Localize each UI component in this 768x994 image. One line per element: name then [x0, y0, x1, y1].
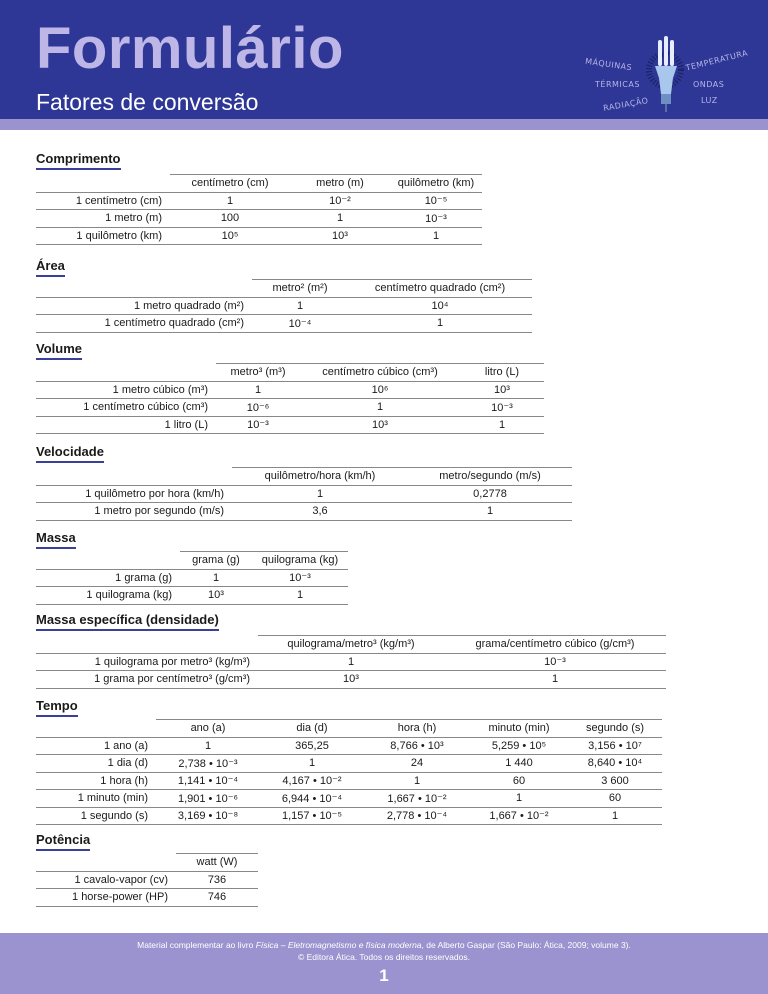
cell: 6,944 • 10⁻⁴	[260, 790, 364, 808]
column-header: centímetro quadrado (cm²)	[348, 280, 532, 298]
section-potencia	[36, 831, 90, 851]
cell: 1	[258, 653, 444, 671]
column-header: ano (a)	[156, 720, 260, 738]
cell: 1	[290, 210, 390, 228]
table-row	[36, 399, 544, 417]
cell: 10³	[300, 416, 460, 434]
cell: 1,901 • 10⁻⁶	[156, 790, 260, 808]
table-massa	[36, 551, 348, 605]
section-massa	[36, 529, 76, 549]
table-potencia	[36, 853, 258, 907]
cell: 10³	[258, 671, 444, 689]
row-label: 1 hora (h)	[36, 772, 156, 790]
column-header: hora (h)	[364, 720, 470, 738]
table-row	[36, 889, 258, 907]
cell: 10⁻³	[460, 399, 544, 417]
logo-label: TEMPERATURA	[684, 48, 749, 73]
row-label: 1 ano (a)	[36, 737, 156, 755]
table-row	[36, 790, 662, 808]
cell: 1	[216, 381, 300, 399]
table-row	[36, 871, 258, 889]
cell: 1	[460, 416, 544, 434]
section-area	[36, 257, 65, 277]
cell: 1,157 • 10⁻⁵	[260, 807, 364, 825]
column-header: centímetro (cm)	[170, 175, 290, 193]
cell: 1	[300, 399, 460, 417]
cell: 1	[232, 485, 408, 503]
row-label: 1 segundo (s)	[36, 807, 156, 825]
table-row	[36, 755, 662, 773]
page-number: 1	[379, 966, 389, 985]
cell: 10⁵	[170, 227, 290, 245]
cell: 746	[176, 889, 258, 907]
footer-credit-suffix: , de Alberto Gaspar (São Paulo: Ática, 2009; volume 3).	[421, 940, 631, 950]
cell: 1	[348, 315, 532, 333]
table-row	[36, 807, 662, 825]
section-tempo	[36, 697, 78, 717]
logo-label: TÉRMICAS	[595, 80, 640, 89]
cell: 10⁻³	[216, 416, 300, 434]
cell: 8,640 • 10⁴	[568, 755, 662, 773]
column-header: litro (L)	[460, 364, 544, 382]
table-comprimento	[36, 174, 482, 245]
row-label: 1 litro (L)	[36, 416, 216, 434]
row-label: 1 grama por centímetro³ (g/cm³)	[36, 671, 258, 689]
section-title: Massa específica (densidade)	[36, 612, 219, 631]
row-label: 1 metro (m)	[36, 210, 170, 228]
section-title: Comprimento	[36, 151, 121, 170]
row-label: 1 quilômetro por hora (km/h)	[36, 485, 232, 503]
column-header: segundo (s)	[568, 720, 662, 738]
cell: 1	[252, 297, 348, 315]
cell: 10⁻³	[444, 653, 666, 671]
column-header: watt (W)	[176, 854, 258, 872]
column-header: quilograma (kg)	[252, 552, 348, 570]
cell: 1,141 • 10⁻⁴	[156, 772, 260, 790]
cell: 1	[180, 569, 252, 587]
cell: 10³	[180, 587, 252, 605]
cell: 3,6	[232, 503, 408, 521]
table-row	[36, 653, 666, 671]
table-row	[36, 671, 666, 689]
cell: 1	[408, 503, 572, 521]
table-row	[36, 210, 482, 228]
table-tempo	[36, 719, 662, 825]
page-subtitle: Fatores de conversão	[36, 89, 259, 115]
row-label: 1 dia (d)	[36, 755, 156, 773]
cell: 10⁶	[300, 381, 460, 399]
column-header: dia (d)	[260, 720, 364, 738]
table-row	[36, 227, 482, 245]
cell: 1	[260, 755, 364, 773]
cell: 1	[364, 772, 470, 790]
cell: 1	[156, 737, 260, 755]
cell: 1	[568, 807, 662, 825]
light-bulb-icon	[645, 34, 689, 114]
cell: 736	[176, 871, 258, 889]
header-stripe	[0, 119, 768, 130]
table-row	[36, 587, 348, 605]
row-label: 1 quilograma (kg)	[36, 587, 180, 605]
cell: 100	[170, 210, 290, 228]
cell: 10⁴	[348, 297, 532, 315]
column-header: metro/segundo (m/s)	[408, 468, 572, 486]
page-title: Formulário	[36, 16, 344, 81]
logo-label: RADIAÇÃO	[602, 96, 650, 113]
column-header: grama/centímetro cúbico (g/cm³)	[444, 636, 666, 654]
table-row	[36, 569, 348, 587]
section-title: Área	[36, 258, 65, 277]
row-label: 1 horse-power (HP)	[36, 889, 176, 907]
cell: 1	[252, 587, 348, 605]
cell: 1	[390, 227, 482, 245]
logo-label: MÁQUINAS	[584, 56, 633, 73]
table-row	[36, 416, 544, 434]
cell: 365,25	[260, 737, 364, 755]
cell: 3,169 • 10⁻⁸	[156, 807, 260, 825]
section-title: Massa	[36, 530, 76, 549]
row-label: 1 centímetro cúbico (cm³)	[36, 399, 216, 417]
cell: 4,167 • 10⁻²	[260, 772, 364, 790]
page-header	[0, 0, 768, 119]
row-label: 1 metro por segundo (m/s)	[36, 503, 232, 521]
table-velocidade	[36, 467, 572, 521]
cell: 1,667 • 10⁻²	[470, 807, 568, 825]
section-velocidade	[36, 443, 104, 463]
section-title: Tempo	[36, 698, 78, 717]
table-volume	[36, 363, 544, 434]
cell: 1 440	[470, 755, 568, 773]
column-header: metro (m)	[290, 175, 390, 193]
section-title: Volume	[36, 341, 82, 360]
logo-label: ONDAS	[693, 80, 725, 89]
cell: 2,738 • 10⁻³	[156, 755, 260, 773]
row-label: 1 metro quadrado (m²)	[36, 297, 252, 315]
row-label: 1 cavalo-vapor (cv)	[36, 871, 176, 889]
column-header: quilômetro/hora (km/h)	[232, 468, 408, 486]
row-label: 1 minuto (min)	[36, 790, 156, 808]
cell: 0,2778	[408, 485, 572, 503]
cell: 5,259 • 10⁵	[470, 737, 568, 755]
page-footer	[0, 933, 768, 994]
section-comprimento	[36, 150, 121, 170]
column-header: centímetro cúbico (cm³)	[300, 364, 460, 382]
section-title: Velocidade	[36, 444, 104, 463]
footer-credit-prefix: Material complementar ao livro	[137, 940, 256, 950]
cell: 3 600	[568, 772, 662, 790]
footer-credit	[0, 939, 768, 951]
row-label: 1 quilômetro (km)	[36, 227, 170, 245]
cell: 10⁻²	[290, 192, 390, 210]
cell: 10³	[460, 381, 544, 399]
table-row	[36, 503, 572, 521]
table-row	[36, 737, 662, 755]
cell: 1	[170, 192, 290, 210]
logo-label: LUZ	[701, 96, 718, 105]
cell: 10³	[290, 227, 390, 245]
column-header: quilograma/metro³ (kg/m³)	[258, 636, 444, 654]
section-title: Potência	[36, 832, 90, 851]
section-densidade	[36, 611, 219, 631]
cell: 3,156 • 10⁷	[568, 737, 662, 755]
table-densidade	[36, 635, 666, 689]
cell: 1,667 • 10⁻²	[364, 790, 470, 808]
cell: 60	[568, 790, 662, 808]
cell: 60	[470, 772, 568, 790]
section-volume	[36, 340, 82, 360]
row-label: 1 quilograma por metro³ (kg/m³)	[36, 653, 258, 671]
row-label: 1 centímetro (cm)	[36, 192, 170, 210]
cell: 10⁻⁶	[216, 399, 300, 417]
row-label: 1 metro cúbico (m³)	[36, 381, 216, 399]
table-row	[36, 192, 482, 210]
cell: 24	[364, 755, 470, 773]
footer-copyright: © Editora Ática. Todos os direitos reservados.	[298, 952, 470, 962]
cell: 10⁻⁴	[252, 315, 348, 333]
table-row	[36, 381, 544, 399]
table-row	[36, 772, 662, 790]
footer-book-title: Física – Eletromagnetismo e física moderna	[255, 940, 422, 950]
column-header: quilômetro (km)	[390, 175, 482, 193]
column-header: minuto (min)	[470, 720, 568, 738]
cell: 10⁻³	[252, 569, 348, 587]
table-area	[36, 279, 532, 333]
physics-logo	[585, 38, 755, 118]
cell: 10⁻⁵	[390, 192, 482, 210]
row-label: 1 grama (g)	[36, 569, 180, 587]
table-row	[36, 315, 532, 333]
table-row	[36, 297, 532, 315]
cell: 10⁻³	[390, 210, 482, 228]
column-header: metro² (m²)	[252, 280, 348, 298]
cell: 2,778 • 10⁻⁴	[364, 807, 470, 825]
column-header: grama (g)	[180, 552, 252, 570]
cell: 1	[470, 790, 568, 808]
table-row	[36, 485, 572, 503]
column-header: metro³ (m³)	[216, 364, 300, 382]
row-label: 1 centímetro quadrado (cm²)	[36, 315, 252, 333]
cell: 8,766 • 10³	[364, 737, 470, 755]
cell: 1	[444, 671, 666, 689]
